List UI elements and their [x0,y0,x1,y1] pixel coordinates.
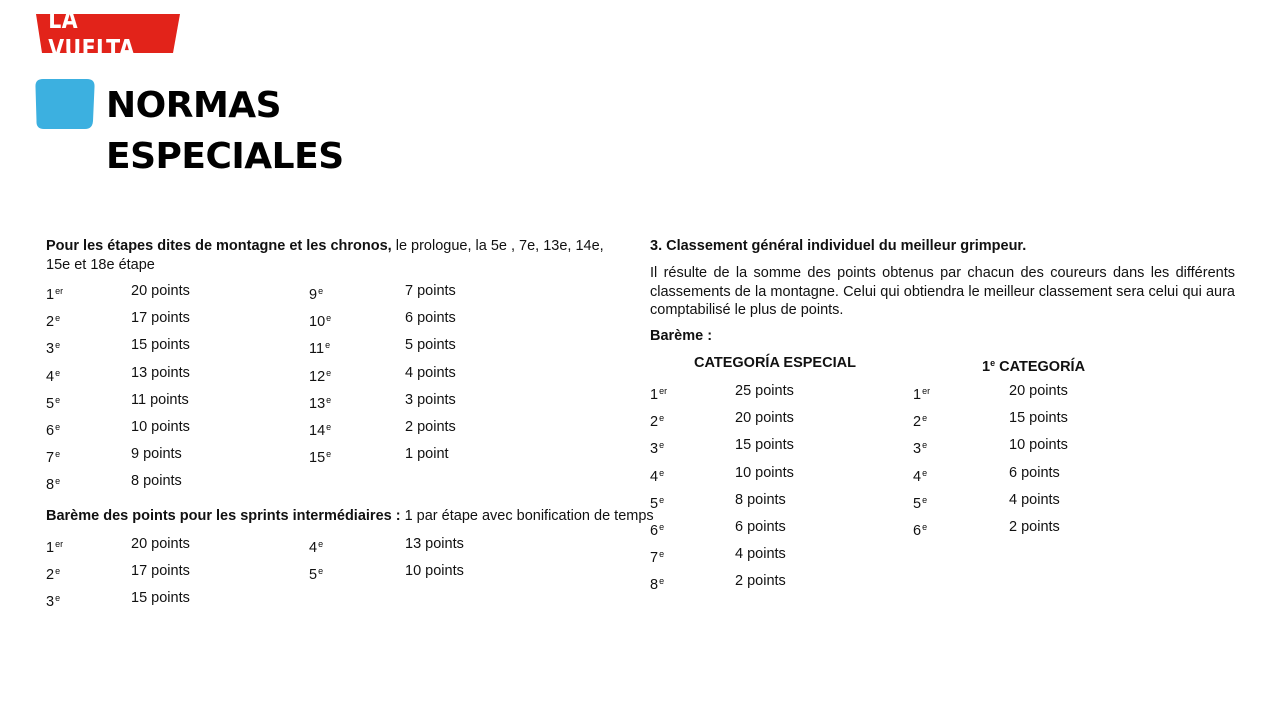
mountain-col1-rank-suffix: er [55,286,64,296]
mountain-col1-points: 10 points [131,419,190,435]
cat-especial-rank-suffix: e [659,494,665,505]
cat-1-rank [913,514,927,545]
mountain-col1-points: 8 points [131,473,182,490]
cat-1-rank-suffix: e [922,440,928,451]
mountain-col2-rank-number: 14 [309,423,326,439]
mountain-col2-points: 5 points [405,337,456,354]
mountain-col1-rank-suffix: e [55,367,61,378]
page-title-line1: NORMAS [106,85,282,126]
cat-1-rank-number: 6 [913,523,922,539]
page-title [106,80,344,182]
cat-especial-rank-suffix: e [659,549,665,560]
mountain-col1-rank-number: 7 [46,450,55,467]
mountain-col1-rank-suffix: e [55,313,61,324]
mountain-col2-points: 6 points [405,310,456,327]
cat-1-points: 2 points [1009,519,1060,535]
sprint-col1-rank-number: 2 [46,567,55,584]
mountain-col1-rank-number: 1 [46,287,55,303]
mountain-col2-points: 7 points [405,283,456,299]
sprints-title [46,507,654,526]
mountain-col1-rank-number: 2 [46,314,55,331]
cat-1-title-sup: e [990,358,996,368]
left-column [46,237,654,611]
cat-1-rank-number: 4 [913,468,922,485]
logo-text: LA VUELTA [48,4,136,63]
cat-especial-points: 2 points [735,573,786,590]
sprint-col1-rank-number: 3 [46,594,55,611]
mountain-col2-rank-suffix: e [326,449,332,460]
cat-1-title [982,354,1085,377]
cat-especial-rank-suffix: e [659,576,665,587]
mountain-col2-rank [309,441,331,472]
sprints-title-rest: 1 par étape avec bonification de temps [400,508,654,524]
sprints-title-bold: Barème des points pour les sprints intermédiaires : [46,508,401,524]
mountain-col1-rank-number: 6 [46,423,55,439]
mountain-col1-rank-suffix: e [55,449,61,460]
title-accent-shape [35,79,96,129]
cat-1-rank-number: 2 [913,414,922,431]
cat-1-rank-suffix: e [922,522,928,532]
mountain-col2-rank-number: 13 [309,395,326,412]
mountain-col2-rank-suffix: e [326,367,332,378]
cat-especial-rank-number: 3 [650,441,659,458]
mountain-col1-rank-suffix: e [55,476,61,487]
mountain-col2-rank-suffix: e [326,422,332,432]
mountain-col1-rank-suffix: e [55,340,61,351]
cat-1-rank-number: 1 [913,387,922,403]
cat-especial-rank-number: 1 [650,387,659,403]
cat-especial-points: 20 points [735,410,794,427]
mountain-col2-rank-number: 15 [309,450,326,467]
cat-1-rank-suffix: e [922,413,928,424]
cat-1-rank-suffix: er [922,386,931,396]
cat-especial-points: 10 points [735,464,794,481]
climber-paragraph: Il résulte de la somme des points obtenus par chacun des coureurs dans les différents classements de la montagne. Celui qui obtiendra le meilleur classement sera celui qui aura comptabilisé le plus de points. [650,265,1235,318]
cat-especial-rank-suffix: e [659,522,665,532]
cat-1-title-num: 1 [982,359,991,375]
sprint-col2-rank-number: 5 [309,567,318,584]
cat-especial-points: 6 points [735,519,786,535]
mountain-col1-points: 15 points [131,337,190,354]
mountain-col1-points: 13 points [131,364,190,381]
cat-especial-rank-suffix: er [659,386,668,396]
mountain-col1-points: 9 points [131,446,182,463]
mountain-col2-rank-number: 10 [309,314,326,331]
sprint-col2-rank [309,558,323,589]
cat-especial-points: 25 points [735,383,794,399]
cat-1-rank-suffix: e [922,467,928,478]
sprint-col2-rank-number: 4 [309,540,318,556]
cat-1-rank-number: 3 [913,441,922,458]
sprint-col2-rank-suffix: e [318,566,324,577]
cat-especial-rank-number: 7 [650,550,659,567]
mountain-col1-rank-number: 5 [46,395,55,412]
mountain-stages-intro-bold: Pour les étapes dites de montagne et les chronos, [46,238,392,254]
cat-especial-points: 8 points [735,491,786,508]
sprint-col1-rank-number: 1 [46,540,55,556]
cat-1-title-rest: CATEGORÍA [995,359,1086,375]
cat-especial-rank-suffix: e [659,413,665,424]
mountain-col2-rank-suffix: e [326,313,332,324]
mountain-col1-points: 20 points [131,283,190,299]
cat-1-points: 20 points [1009,383,1068,399]
sprint-col2-points: 10 points [405,563,464,580]
sprint-col2-points: 13 points [405,536,464,552]
cat-1-rank-suffix: e [922,494,928,505]
mountain-col2-points: 3 points [405,391,456,408]
cat-especial-rank-suffix: e [659,467,665,478]
sprint-col1-rank [46,585,60,616]
mountain-col1-rank-number: 8 [46,477,55,494]
cat-especial-rank-number: 8 [650,577,659,594]
cat-especial-rank-number: 6 [650,523,659,539]
climber-heading: 3. Classement général individuel du meilleur grimpeur. [650,238,1027,254]
cat-especial-rank [650,568,664,599]
mountain-col1-rank [46,468,60,499]
cat-1-rank-number: 5 [913,495,922,512]
sprint-col1-points: 20 points [131,536,190,552]
cat-especial-title: CATEGORÍA ESPECIAL [694,355,856,371]
cat-especial-rank-number: 4 [650,468,659,485]
cat-especial-rank-number: 2 [650,414,659,431]
mountain-col2-rank-suffix: e [325,340,331,351]
mountain-col2-points: 2 points [405,419,456,435]
mountain-stages-intro-rest: le prologue, la 5e , 7e, 13e, 14e, 15e et 18e étape [46,238,604,273]
mountain-col2-rank-suffix: e [318,286,324,296]
cat-especial-points: 4 points [735,546,786,563]
mountain-col2-rank-suffix: e [326,394,332,405]
cat-1-points: 10 points [1009,437,1068,454]
mountain-col2-rank-number: 11 [309,341,325,358]
sprint-col1-rank-suffix: e [55,566,61,577]
mountain-col2-rank-number: 9 [309,287,318,303]
mountain-col1-rank-number: 4 [46,368,55,385]
sprint-col1-points: 17 points [131,563,190,580]
sprint-col2-rank-suffix: e [318,539,324,549]
la-vuelta-logo [36,4,180,63]
cat-especial-points: 15 points [735,437,794,454]
mountain-col2-points: 1 point [405,446,449,463]
mountain-col1-rank-suffix: e [55,394,61,405]
cat-1-points: 4 points [1009,491,1060,508]
page-title-line2: ESPECIALES [106,136,344,177]
cat-especial-rank-number: 5 [650,495,659,512]
cat-1-points: 15 points [1009,410,1068,427]
bareme-label: Barème : [650,328,713,344]
mountain-col1-rank-number: 3 [46,341,55,358]
sprint-col1-rank-suffix: e [55,593,61,604]
cat-1-points: 6 points [1009,464,1060,481]
mountain-stages-intro [46,237,631,275]
sprint-col1-points: 15 points [131,590,190,607]
mountain-col2-points: 4 points [405,364,456,381]
cat-especial-rank-suffix: e [659,440,665,451]
sprint-col1-rank-suffix: er [55,539,64,549]
mountain-col1-rank-suffix: e [55,422,61,432]
mountain-col1-points: 11 points [131,391,189,408]
mountain-col1-points: 17 points [131,310,190,327]
mountain-col2-rank-number: 12 [309,368,326,385]
